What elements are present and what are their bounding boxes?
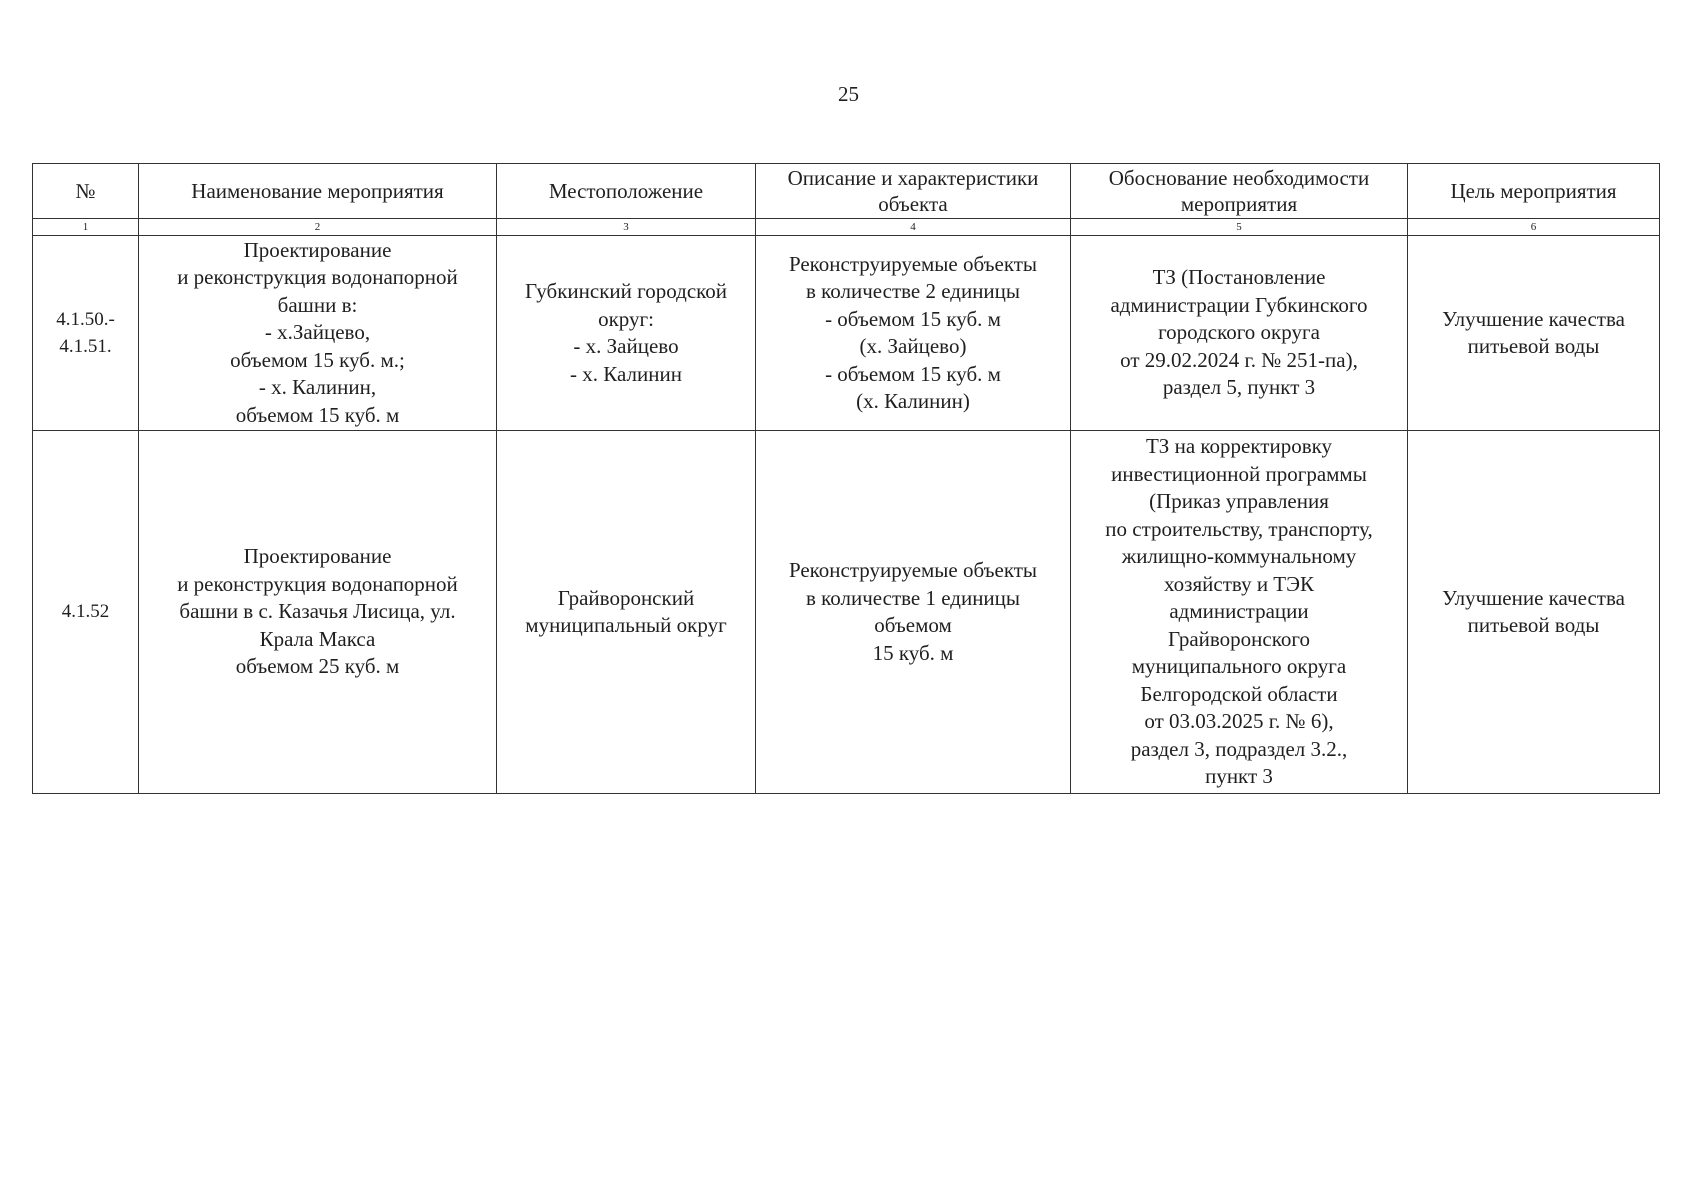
cell-line: Улучшение качества <box>1442 306 1625 331</box>
header-name: Наименование мероприятия <box>139 164 497 219</box>
cell-line: - объемом 15 куб. м <box>825 361 1001 386</box>
name-cell <box>139 431 497 794</box>
cell-line: от 29.02.2024 г. № 251-па), <box>1120 347 1358 372</box>
cell-line: раздел 3, подраздел 3.2., <box>1130 736 1348 761</box>
cell-line: в количестве 1 единицы <box>805 585 1021 610</box>
justification-cell <box>1071 236 1408 431</box>
cell-line: 4.1.50.- <box>56 308 115 330</box>
cell-line: городского округа <box>1158 320 1320 345</box>
goal-cell <box>1408 431 1660 794</box>
cell-line: администрации Губкинского <box>1110 292 1368 317</box>
cell-line: Реконструируемые объекты <box>788 558 1038 582</box>
cell-line: объемом 15 куб. м <box>235 402 400 427</box>
description-cell <box>756 236 1071 431</box>
cell-line: питьевой воды <box>1467 613 1600 637</box>
cell-line: и реконструкция водонапорной <box>177 571 458 596</box>
cell-line: - х. Калинин <box>570 361 682 386</box>
cell-line: инвестиционной программы <box>1111 461 1367 486</box>
cell-line: (Приказ управления <box>1149 489 1329 514</box>
cell-line: Проектирование <box>243 544 392 569</box>
cell-line: хозяйству и ТЭК <box>1163 571 1315 596</box>
cell-line: 4.1.51. <box>59 336 112 357</box>
location-cell <box>497 236 756 431</box>
cell-line: башни в: <box>277 292 358 317</box>
column-number: 4 <box>756 219 1071 236</box>
cell-line: питьевой воды <box>1467 334 1600 358</box>
cell-line: Реконструируемые объекты <box>788 251 1038 276</box>
table-row <box>33 236 1660 431</box>
cell-line: Белгородской области <box>1140 681 1338 706</box>
row-number-cell <box>33 236 139 431</box>
cell-line: - объемом 15 куб. м <box>825 306 1001 331</box>
cell-line: (х. Зайцево) <box>859 334 967 358</box>
cell-line: муниципальный округ <box>525 613 727 637</box>
cell-line: округ: <box>598 306 654 331</box>
header-justification: Обоснование необходимости мероприятия <box>1071 164 1408 219</box>
description-cell <box>756 431 1071 794</box>
location-cell <box>497 431 756 794</box>
cell-line: Губкинский городской <box>524 279 728 303</box>
column-number: 6 <box>1408 219 1660 236</box>
cell-line: - х. Зайцево <box>573 334 679 358</box>
cell-line: жилищно-коммунальному <box>1121 544 1357 569</box>
cell-line: - х. Калинин, <box>258 375 377 400</box>
cell-line: объемом <box>874 613 952 637</box>
cell-line: Грайворонский <box>557 585 695 610</box>
cell-line: 4.1.52 <box>61 601 110 623</box>
column-number: 3 <box>497 219 756 236</box>
column-number: 1 <box>33 219 139 236</box>
header-goal: Цель мероприятия <box>1408 164 1660 219</box>
measures-table <box>32 163 1660 794</box>
cell-line: объемом 15 куб. м.; <box>230 347 405 372</box>
cell-line: - х.Зайцево, <box>264 320 371 345</box>
cell-line: Проектирование <box>243 237 392 262</box>
column-number: 5 <box>1071 219 1408 236</box>
cell-line: пункт 3 <box>1205 764 1273 789</box>
cell-line: и реконструкция водонапорной <box>177 265 458 290</box>
cell-line: администрации <box>1169 599 1309 624</box>
row-number-cell <box>33 431 139 794</box>
cell-line: по строительству, транспорту, <box>1105 516 1373 541</box>
goal-cell <box>1408 236 1660 431</box>
justification-cell <box>1071 431 1408 794</box>
name-cell <box>139 236 497 431</box>
cell-line: объемом 25 куб. м <box>235 654 400 679</box>
cell-line: (х. Калинин) <box>856 389 970 413</box>
cell-line: в количестве 2 единицы <box>805 279 1021 303</box>
column-number-row <box>33 219 1660 236</box>
cell-line: 15 куб. м <box>872 640 954 665</box>
cell-line: раздел 5, пункт 3 <box>1162 375 1316 400</box>
cell-line: ТЗ (Постановление <box>1152 265 1326 290</box>
cell-line: ТЗ на корректировку <box>1145 434 1333 459</box>
table-row <box>33 431 1660 794</box>
header-number: № <box>33 164 139 219</box>
cell-line: от 03.03.2025 г. № 6), <box>1144 709 1334 734</box>
header-row <box>33 164 1660 219</box>
cell-line: Улучшение качества <box>1442 585 1625 610</box>
cell-line: муниципального округа <box>1131 654 1347 679</box>
cell-line: башни в с. Казачья Лисица, ул. <box>179 599 456 624</box>
header-description: Описание и характеристики объекта <box>756 164 1071 219</box>
cell-line: Грайворонского <box>1168 626 1310 651</box>
page-number: 25 <box>838 82 859 106</box>
cell-line: Крала Макса <box>259 626 376 651</box>
header-location: Местоположение <box>497 164 756 219</box>
column-number: 2 <box>139 219 497 236</box>
